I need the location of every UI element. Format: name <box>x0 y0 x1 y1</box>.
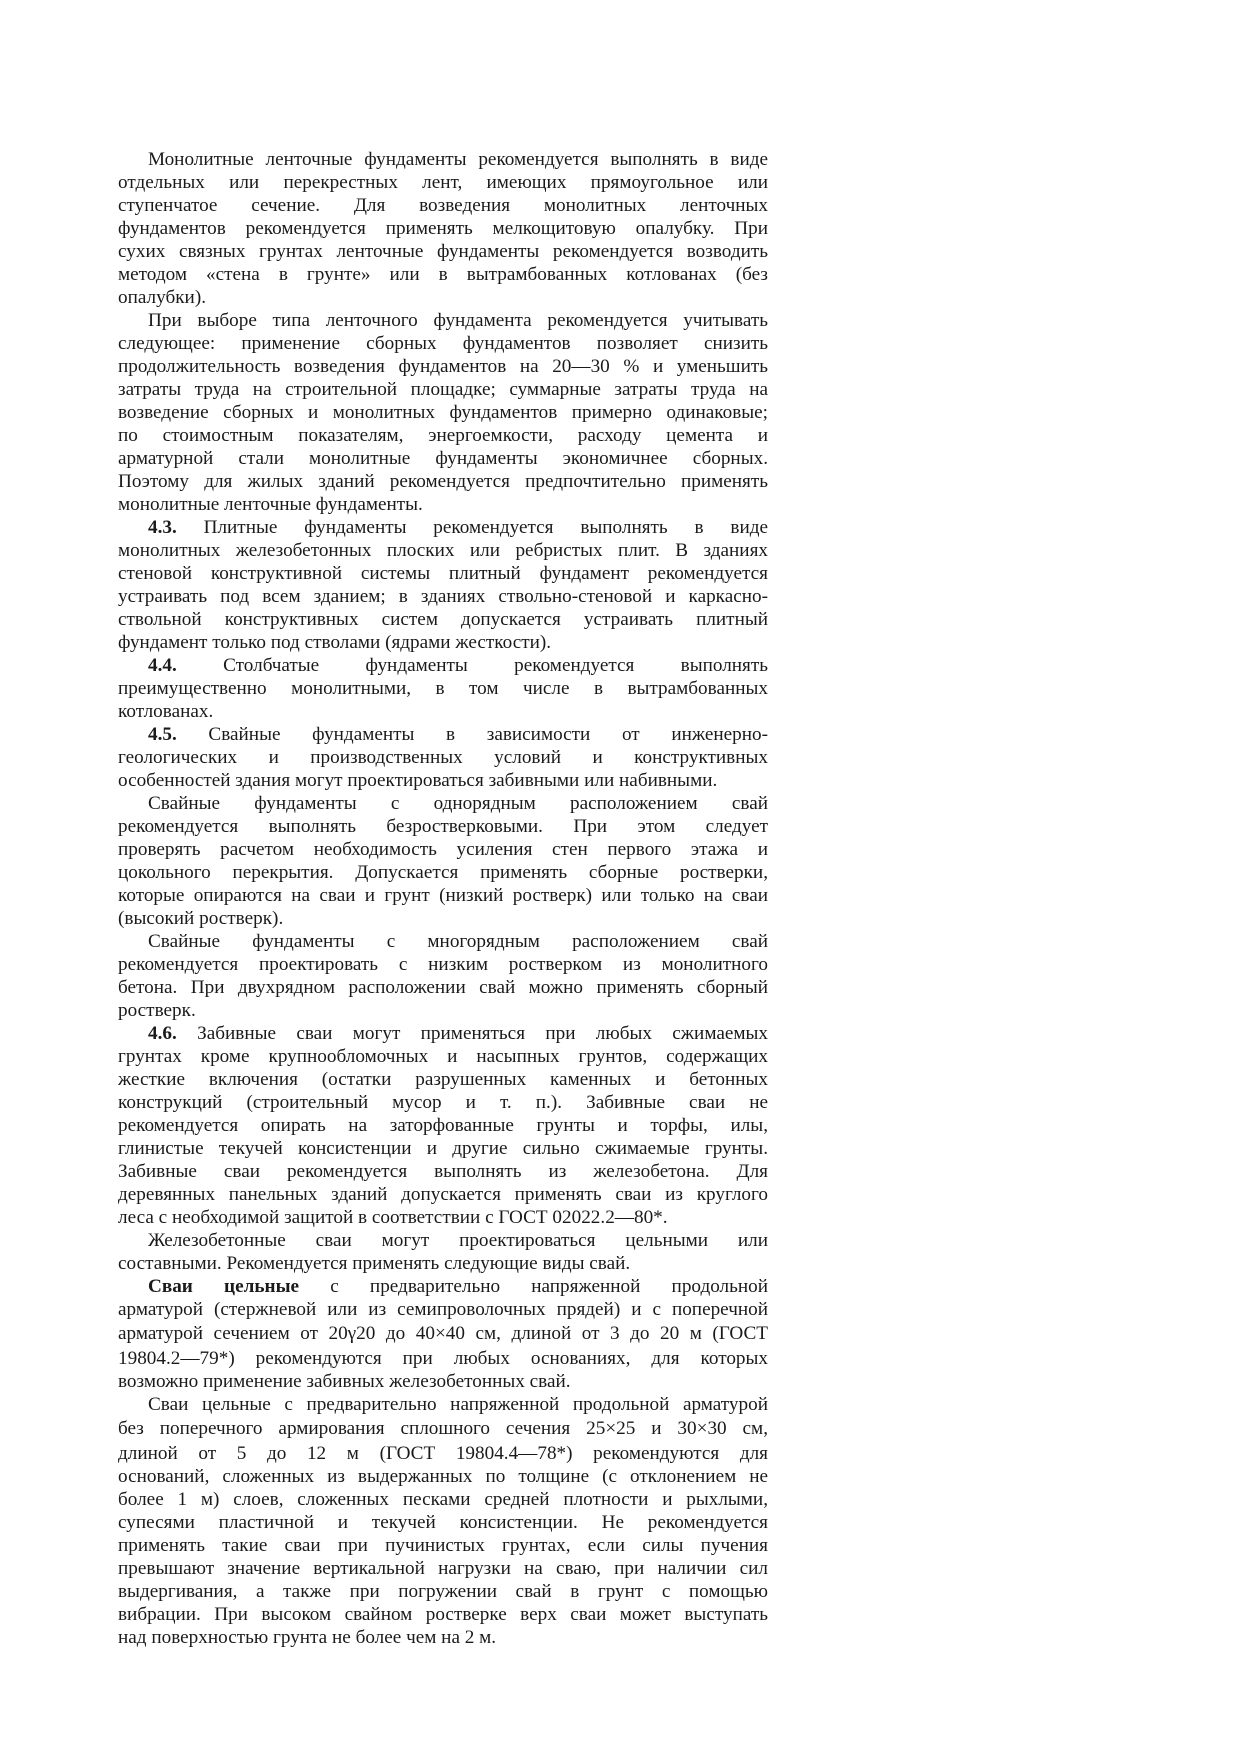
text-line: Монолитные ленточные фундаменты рекомендуется выполнять в виде <box>148 149 768 170</box>
section-number: 4.6. <box>148 1023 177 1044</box>
text-fragment: с предварительно напряженной продольной <box>330 1276 768 1297</box>
text-line: опалубки). <box>118 287 207 308</box>
text-line: устраивать под всем зданием; в зданиях ствольно-стеновой и каркасно- <box>118 586 768 607</box>
text-line: вибрации. При высоком свайном ростверке верх сваи может выступать <box>118 1604 768 1625</box>
text-line: Забивные сваи рекомендуется выполнять из железобетона. Для <box>118 1161 768 1182</box>
text-line: стеновой конструктивной системы плитный фундамент рекомендуется <box>118 563 768 584</box>
text-line: ступенчатое сечение. Для возведения монолитных ленточных <box>118 195 768 216</box>
section-number: 4.4. <box>148 655 177 676</box>
text-line: рекомендуется опирать на заторфованные грунты и торфы, илы, <box>118 1115 768 1136</box>
text-line: оснований, сложенных из выдержанных по толщине (с отклонением не <box>118 1466 768 1487</box>
text-line: фундамент только под стволами (ядрами жесткости). <box>118 632 552 653</box>
text-line: арматурой сечением от 20γ20 до 40×40 см, длиной от 3 до 20 м (ГОСТ <box>118 1323 768 1344</box>
text-line: отдельных или перекрестных лент, имеющих прямоугольное или <box>118 172 768 193</box>
text-line: превышают значение вертикальной нагрузки на сваю, при наличии сил <box>118 1558 768 1579</box>
paragraph-multi-row-piles <box>118 930 768 1022</box>
paragraph-strip-foundation-choice <box>118 309 768 516</box>
paragraph-prestressed-piles <box>118 1393 768 1649</box>
text-line: рекомендуется проектировать с низким ростверком из монолитного <box>118 954 768 975</box>
text-line: затраты труда на строительной площадке; суммарные затраты труда на <box>118 379 768 400</box>
text-line: 19804.2—79*) рекомендуются при любых основаниях, для которых <box>118 1348 768 1369</box>
text-fragment: Забивные сваи могут применяться при любых сжимаемых <box>197 1023 768 1044</box>
text-line: составными. Рекомендуется применять следующие виды свай. <box>118 1253 631 1274</box>
text-line: методом «стена в грунте» или в вытрамбованных котлованах (без <box>118 264 768 285</box>
text-line: применять такие сваи при пучинистых грунтах, если силы пучения <box>118 1535 768 1556</box>
text-line: (высокий ростверк). <box>118 908 284 929</box>
paragraph-solid-piles <box>118 1275 768 1393</box>
text-line: без поперечного армирования сплошного сечения 25×25 и 30×30 см, <box>118 1418 768 1439</box>
text-line: по стоимостным показателям, энергоемкости, расходу цемента и <box>118 425 768 446</box>
text-line: длиной от 5 до 12 м (ГОСТ 19804.4—78*) рекомендуются для <box>118 1443 768 1464</box>
text-line: проверять расчетом необходимость усиления стен первого этажа и <box>118 839 768 860</box>
text-line: преимущественно монолитными, в том числе в вытрамбованных <box>118 678 768 699</box>
text-line: над поверхностью грунта не более чем на 2 м. <box>118 1627 497 1648</box>
text-line: глинистые текучей консистенции и другие сильно сжимаемые грунты. <box>118 1138 768 1159</box>
text-line: котлованах. <box>118 701 214 722</box>
text-line: рекомендуется выполнять безростверковыми. При этом следует <box>118 816 768 837</box>
text-line <box>118 516 768 539</box>
text-fragment: Плитные фундаменты рекомендуется выполнять в виде <box>203 517 768 538</box>
text-line: фундаментов рекомендуется применять мелкощитовую опалубку. При <box>118 218 768 239</box>
text-line <box>118 1275 768 1298</box>
term-heading: Сваи цельные <box>148 1276 300 1297</box>
text-line: арматурной стали монолитные фундаменты экономичнее сборных. <box>118 448 768 469</box>
paragraph-section-4-3 <box>118 516 768 654</box>
section-number: 4.5. <box>148 724 177 745</box>
paragraph-strip-foundations-monolithic <box>118 148 768 309</box>
text-line: деревянных панельных зданий допускается применять сваи из круглого <box>118 1184 768 1205</box>
text-line: леса с необходимой защитой в соответствии с ГОСТ 02022.2—80*. <box>118 1207 668 1228</box>
text-line: особенностей здания могут проектироваться забивными или набивными. <box>118 770 718 791</box>
paragraph-section-4-5 <box>118 723 768 792</box>
text-fragment: Столбчатые фундаменты рекомендуется выполнять <box>223 655 768 676</box>
text-line: грунтах кроме крупнообломочных и насыпных грунтов, содержащих <box>118 1046 768 1067</box>
text-line: При выборе типа ленточного фундамента рекомендуется учитывать <box>148 310 768 331</box>
text-line: цокольного перекрытия. Допускается применять сборные ростверки, <box>118 862 768 883</box>
text-line: Свайные фундаменты с многорядным расположением свай <box>148 931 768 952</box>
text-line: бетона. При двухрядном расположении свай можно применять сборный <box>118 977 768 998</box>
text-line <box>118 723 768 746</box>
text-line: которые опираются на сваи и грунт (низкий ростверк) или только на сваи <box>118 885 768 906</box>
text-line: Свайные фундаменты с однорядным расположением свай <box>148 793 768 814</box>
text-line: арматурой (стержневой или из семипроволочных прядей) и с поперечной <box>118 1299 768 1320</box>
text-line: продолжительность возведения фундаментов на 20—30 % и уменьшить <box>118 356 768 377</box>
text-line: супесями пластичной и текучей консистенции. Не рекомендуется <box>118 1512 768 1533</box>
text-line: Железобетонные сваи могут проектироваться цельными или <box>148 1230 768 1251</box>
text-line <box>118 654 768 677</box>
text-line: сухих связных грунтах ленточные фундаменты рекомендуется возводить <box>118 241 768 262</box>
text-line: жесткие включения (остатки разрушенных каменных и бетонных <box>118 1069 768 1090</box>
text-line: ростверк. <box>118 1000 196 1021</box>
paragraph-single-row-piles <box>118 792 768 930</box>
text-line: ствольной конструктивных систем допускается устраивать плитный <box>118 609 768 630</box>
text-line: возведение сборных и монолитных фундаментов примерно одинаковые; <box>118 402 768 423</box>
document-page <box>118 148 768 1649</box>
text-line: Поэтому для жилых зданий рекомендуется предпочтительно применять <box>118 471 768 492</box>
paragraph-section-4-6 <box>118 1022 768 1229</box>
paragraph-rc-piles <box>118 1229 768 1275</box>
text-line: монолитные ленточные фундаменты. <box>118 494 423 515</box>
text-line: геологических и производственных условий и конструктивных <box>118 747 768 768</box>
section-number: 4.3. <box>148 517 177 538</box>
text-line: следующее: применение сборных фундаментов позволяет снизить <box>118 333 768 354</box>
text-line: конструкций (строительный мусор и т. п.). Забивные сваи не <box>118 1092 768 1113</box>
text-line: выдергивания, а также при погружении свай в грунт с помощью <box>118 1581 768 1602</box>
text-fragment: Свайные фундаменты в зависимости от инженерно- <box>208 724 768 745</box>
text-line: возможно применение забивных железобетонных свай. <box>118 1371 571 1392</box>
text-line <box>118 1022 768 1045</box>
text-line: более 1 м) слоев, сложенных песками средней плотности и рыхлыми, <box>118 1489 768 1510</box>
paragraph-section-4-4 <box>118 654 768 723</box>
text-line: монолитных железобетонных плоских или ребристых плит. В зданиях <box>118 540 768 561</box>
text-line: Сваи цельные с предварительно напряженной продольной арматурой <box>148 1394 768 1415</box>
